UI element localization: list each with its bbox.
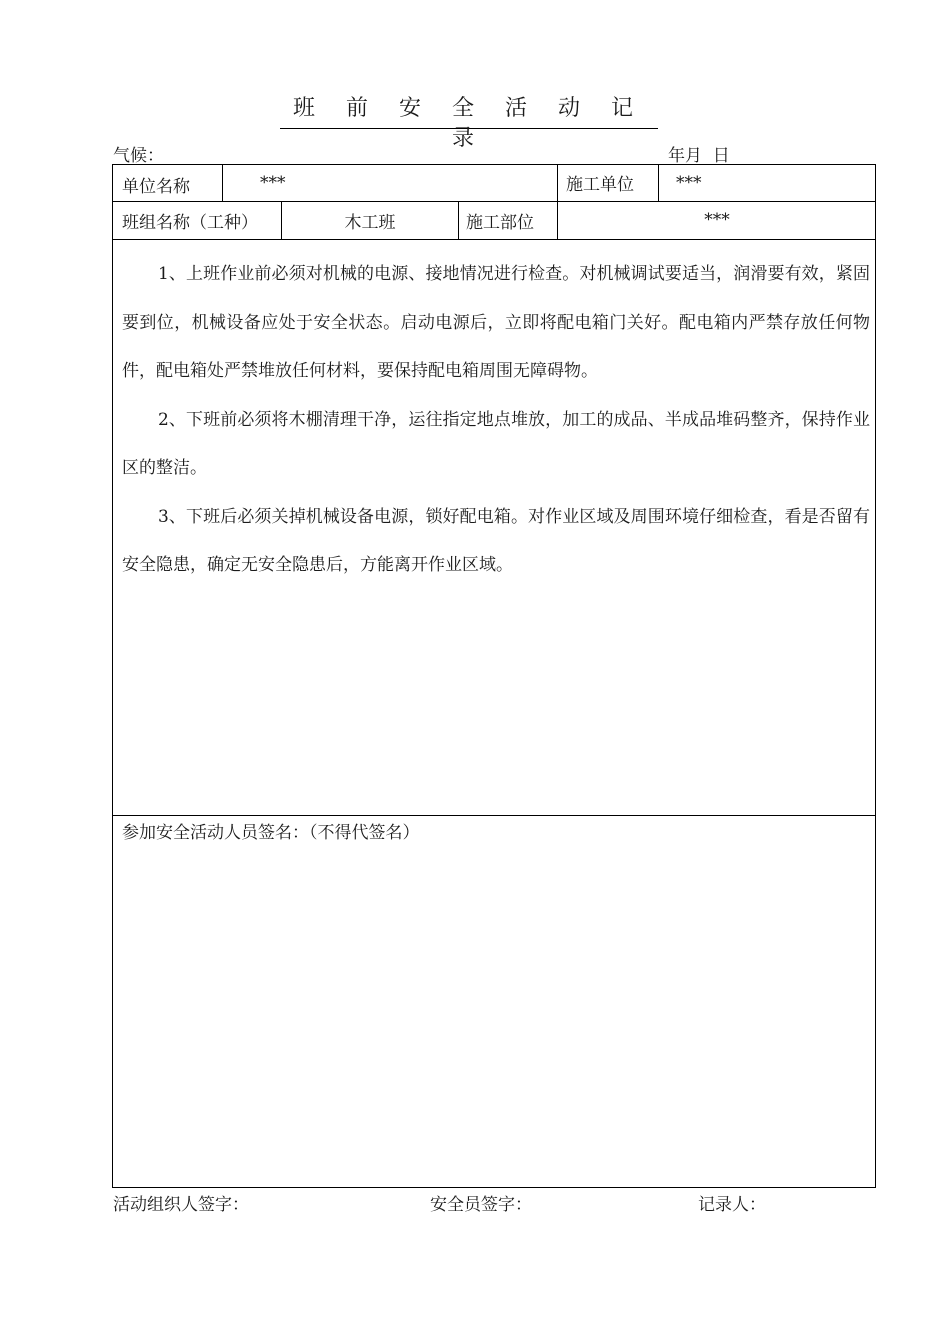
column-divider [658,164,659,201]
team-name-value[interactable]: 木工班 [344,212,396,233]
construction-unit-label: 施工单位 [566,175,634,195]
safety-officer-signature-label: 安全员签字： [430,1195,532,1215]
recorder-label: 记录人： [698,1195,766,1215]
row-divider [112,239,876,240]
column-divider [458,201,459,239]
content-paragraph: 2、下班前必须将木棚清理干净，运往指定地点堆放，加工的成品、半成品堆码整齐，保持作业区的整洁。 [122,409,870,478]
organizer-signature-label: 活动组织人签字： [113,1195,249,1215]
unit-name-label: 单位名称 [122,177,190,197]
column-divider [557,164,558,201]
column-divider [222,164,223,201]
team-name-label: 班组名称（工种） [122,212,258,233]
date-label: 年月 日 [668,146,730,166]
content-paragraph: 3、下班后必须关掉机械设备电源，锁好配电箱。对作业区域及周围环境仔细检查，看是否留有安全隐患，确定无安全隐患后，方能离开作业区域。 [122,506,870,575]
content-paragraph: 1、上班作业前必须对机械的电源、接地情况进行检查。对机械调试要适当，润滑要有效，紧固要到位，机械设备应处于安全状态。启动电源后，立即将配电箱门关好。配电箱内严禁存放任何物件，配电箱处严禁堆放任何材料，要保持配电箱周围无障碍物。 [122,264,870,381]
construction-unit-value[interactable]: *** [676,172,702,193]
row-divider [112,815,876,816]
construction-part-value[interactable]: *** [704,210,730,230]
participants-signature-label: 参加安全活动人员签名：（不得代签名） [122,823,420,843]
document-title: 班 前 安 全 活 动 记 录 [280,94,658,129]
safety-content [122,250,870,590]
construction-part-label: 施工部位 [466,212,534,233]
weather-label: 气候： [113,146,164,166]
unit-name-value[interactable]: *** [260,172,286,193]
